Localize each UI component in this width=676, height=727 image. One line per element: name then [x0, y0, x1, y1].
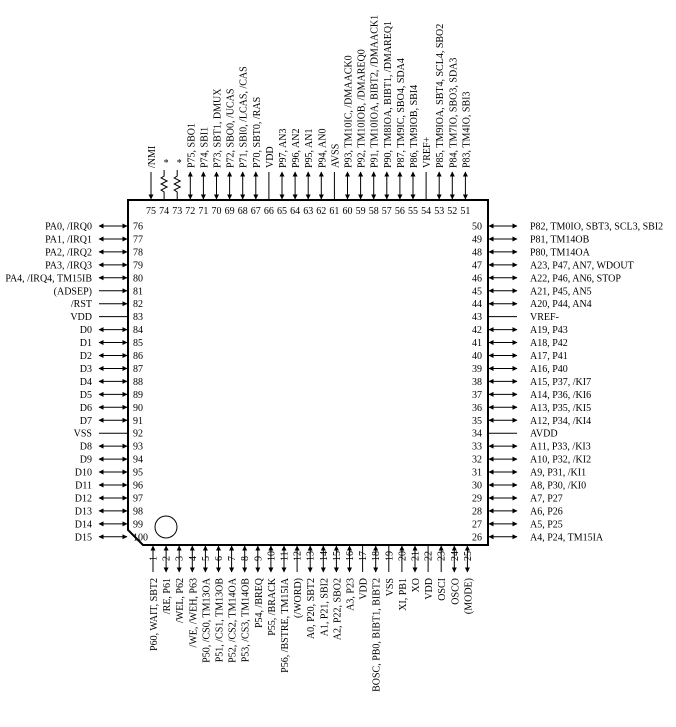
right-pin-35-a12-p34-ki4-label: A12, P34, /KI4 — [530, 415, 592, 427]
right-pin-28-a6-p26-number: 28 — [472, 506, 482, 518]
bottom-pin-19-vss-label: VSS — [384, 578, 396, 597]
left-pin-85-d1-number: 85 — [133, 338, 143, 350]
top-pin-67-p70-sbt0-ras-label: P70, SBT0, /RAS — [251, 96, 263, 168]
top-pin-63-p95-an1-label: P95, AN1 — [304, 128, 316, 168]
bottom-pin-23-osci-label: OSCI — [437, 578, 449, 601]
bottom-pin-11-p56-bstre-tm15ia-label: P56, /BSTRE, TM15IA — [280, 578, 291, 673]
bottom-pin-15-a2-p22-sbo2-label: A2, P22, SBO2 — [332, 578, 344, 641]
bottom-pin-6-p51-cs1-tm13ob-label: P51, /CS1, TM13OB — [214, 578, 226, 663]
bottom-pin-22-vdd-number: 22 — [423, 551, 435, 561]
left-pin-100-d15-label: D15 — [74, 532, 92, 544]
right-pin-31-a9-p31-ki1-label: A9, P31, /KI1 — [530, 467, 587, 479]
left-pin-93-d8-label: D8 — [79, 441, 92, 453]
right-pin-42-a19-p43-label: A19, P43 — [530, 325, 568, 337]
bottom-pin-5-p50-cs0-tm13oa-label: P50, /CS0, TM13OA — [201, 578, 213, 663]
right-pin-28-a6-p26-label: A6, P26 — [530, 506, 563, 518]
left-pin-81-adsep-number: 81 — [133, 286, 143, 298]
right-pin-47-a23-p47-an7-wdout-number: 47 — [472, 260, 482, 272]
bottom-pin-18-bosc-pb0-bibt1-bibt2-label: BOSC, PB0, BIBT1, BIBT2 — [371, 578, 383, 692]
pin-73-resistor-icon — [174, 170, 180, 200]
left-pin-90-d6-label: D6 — [79, 402, 92, 414]
left-pin-85-d1-label: D1 — [79, 338, 92, 350]
right-pin-44-a20-p44-an4-label: A20, P44, AN4 — [530, 299, 592, 311]
left-pin-87-d3-label: D3 — [79, 363, 92, 375]
left-pin-80-pa4-irq4-tm15ib-number: 80 — [133, 273, 143, 285]
bottom-pin-20-xi-pb1-label: XI, PB1 — [397, 578, 409, 611]
top-pin-66-vdd-label: VDD — [264, 146, 276, 168]
bottom-pin-14-a1-p21-sbi2-label: A1, P21, SBI2 — [319, 578, 331, 637]
top-pin-58-p91-tm10ioa-bibt2-dmaack1-number: 58 — [368, 206, 379, 217]
bottom-pin-15-a2-p22-sbo2-number: 15 — [331, 551, 343, 561]
left-pin-99-d14-label: D14 — [74, 519, 92, 531]
top-pin-67-p70-sbt0-ras-number: 67 — [250, 206, 261, 217]
bottom-pin-3-wel-p62-number: 3 — [174, 556, 186, 561]
left-pin-94-d9-label: D9 — [79, 454, 92, 466]
left-pin-96-d11-number: 96 — [133, 480, 143, 492]
right-pin-42-a19-p43-number: 42 — [472, 325, 482, 337]
bottom-pin-12-word-label: (/WORD) — [293, 578, 305, 618]
left-pin-80-pa4-irq4-tm15ib-label: PA4, /IRQ4, TM15IB — [5, 273, 92, 285]
top-pin-53-p85-tm9ioa-sbt4-scl4-sbo2-number: 53 — [434, 206, 445, 217]
bottom-pin-7-p52-cs2-tm14oa-number: 7 — [227, 556, 239, 561]
pin-74-resistor-icon — [161, 170, 167, 200]
top-pin-72-p75-sbo1-label: P75, SBO1 — [186, 122, 198, 168]
top-pin-64-p96-an2-number: 64 — [290, 206, 301, 217]
bottom-pin-1-p60-wait-sbt2-label: P60, WAIT, SBT2 — [149, 578, 160, 651]
top-pin-51-p83-tm4io-sbi3-label: P83, TM4IO, SBI3 — [461, 91, 473, 168]
bottom-pin-20-xi-pb1-number: 20 — [397, 551, 409, 561]
right-pin-27-a5-p25-label: A5, P25 — [530, 519, 563, 531]
bottom-pin-5-p50-cs0-tm13oa-number: 5 — [200, 556, 212, 561]
right-pin-26-a4-p24-tm15ia-number: 26 — [472, 532, 482, 544]
left-pin-84-d0-label: D0 — [79, 325, 92, 337]
right-pin-30-a8-p30-ki0-label: A8, P30, /KI0 — [530, 480, 587, 492]
top-pin-73--number: 73 — [172, 206, 183, 217]
bottom-pin-4-we-weh-p63-label: /WE, /WEH, P63 — [188, 578, 200, 648]
right-pin-40-a17-p41-label: A17, P41 — [530, 351, 568, 362]
top-pin-63-p95-an1-number: 63 — [303, 206, 314, 217]
top-pin-72-p75-sbo1-number: 72 — [185, 206, 196, 217]
left-pin-76-pa0-irq0-number: 76 — [133, 221, 143, 233]
bottom-pin-8-p53-cs3-tm14ob-label: P53, /CS3, TM14OB — [240, 578, 252, 663]
bottom-pin-3-wel-p62-label: /WEL, P62 — [175, 578, 187, 623]
right-pin-29-a7-p27-number: 29 — [472, 493, 482, 505]
right-pin-43-vref-number: 43 — [472, 312, 482, 324]
right-pin-49-p81-tm14ob-label: P81, TM14OB — [530, 234, 590, 246]
right-pin-33-a11-p33-ki3-number: 33 — [472, 441, 482, 453]
left-pin-78-pa2-irq2-number: 78 — [133, 247, 143, 259]
left-pin-90-d6-number: 90 — [133, 402, 143, 414]
left-pin-86-d2-label: D2 — [79, 351, 92, 362]
top-pin-70-p73-sbt1-dmux-number: 70 — [211, 206, 222, 217]
bottom-pin-17-vdd-number: 17 — [358, 551, 370, 561]
top-pin-56-p87-tm9ic-sbo4-sda4-number: 56 — [394, 206, 405, 217]
top-pin-74--label: * — [163, 158, 169, 169]
left-pin-92-vss-number: 92 — [133, 428, 143, 440]
top-pin-62-p94-an0-number: 62 — [316, 206, 327, 217]
top-pin-68-p71-sbi0-lcas-cas-number: 68 — [237, 206, 248, 217]
left-pin-81-adsep-label: (ADSEP) — [53, 286, 92, 298]
top-pin-69-p72-sbo0-ucas-label: P72, SBO0, /UCAS — [225, 88, 237, 168]
bottom-pin-25-mode-number: 25 — [462, 551, 474, 561]
right-pin-50-p82-tm0io-sbt3-scl3-sbi2-label: P82, TM0IO, SBT3, SCL3, SBI2 — [530, 221, 664, 233]
left-pin-92-vss-label: VSS — [73, 428, 92, 440]
bottom-pin-4-we-weh-p63-number: 4 — [187, 556, 199, 561]
top-pins — [146, 15, 472, 217]
top-pin-65-p97-an3-number: 65 — [277, 206, 287, 217]
right-pins — [472, 222, 663, 544]
left-pin-79-pa3-irq3-label: PA3, /IRQ3 — [45, 260, 92, 272]
right-pin-30-a8-p30-ki0-number: 30 — [472, 480, 482, 492]
right-pin-39-a16-p40-number: 39 — [472, 363, 482, 375]
bottom-pin-25-mode-label: (MODE) — [463, 578, 475, 615]
left-pin-79-pa3-irq3-number: 79 — [133, 260, 143, 272]
left-pin-89-d5-number: 89 — [133, 389, 143, 401]
bottom-pin-2-re-p61-number: 2 — [161, 556, 173, 561]
right-pin-38-a15-p37-ki7-number: 38 — [472, 376, 482, 388]
left-pin-95-d10-label: D10 — [74, 467, 92, 479]
bottom-pin-7-p52-cs2-tm14oa-label: P52, /CS2, TM14OA — [227, 578, 239, 663]
top-pin-61-avss-number: 61 — [329, 206, 340, 217]
top-pin-62-p94-an0-label: P94, AN0 — [317, 128, 329, 168]
bottom-pin-1-p60-wait-sbt2-number: 1 — [148, 556, 160, 561]
bottom-pin-13-a0-p20-sbt2-number: 13 — [305, 551, 317, 561]
right-pin-34-avdd-label: AVDD — [530, 428, 558, 440]
top-pin-75-nmi-label: /NMI — [147, 145, 158, 168]
top-pin-60-p93-tm10ic-dmaack0-label: P93, TM10IC, /DMAACK0 — [343, 55, 355, 168]
right-pin-41-a18-p42-label: A18, P42 — [530, 338, 568, 350]
left-pin-91-d7-number: 91 — [133, 415, 143, 427]
right-pin-39-a16-p40-label: A16, P40 — [530, 363, 568, 375]
left-pin-82-rst-label: /RST — [70, 299, 92, 311]
left-pin-91-d7-label: D7 — [79, 415, 92, 427]
top-pin-61-avss-label: AVSS — [330, 143, 342, 168]
left-pin-98-d13-number: 98 — [133, 506, 143, 518]
bottom-pin-14-a1-p21-sbi2-number: 14 — [318, 551, 330, 561]
left-pin-88-d4-label: D4 — [79, 376, 92, 388]
top-pin-55-p86-tm9iob-sbi4-number: 55 — [408, 206, 418, 217]
top-pin-57-p90-tm8ioa-bibt1-dmareq1-number: 57 — [381, 206, 392, 217]
left-pin-86-d2-number: 86 — [133, 351, 143, 362]
top-pin-65-p97-an3-label: P97, AN3 — [278, 128, 289, 168]
right-pin-37-a14-p36-ki6-number: 37 — [472, 389, 482, 401]
right-pin-26-a4-p24-tm15ia-label: A4, P24, TM15IA — [530, 532, 604, 544]
right-pin-46-a22-p46-an6-stop-label: A22, P46, AN6, STOP — [530, 273, 621, 285]
right-pin-31-a9-p31-ki1-number: 31 — [472, 467, 482, 479]
bottom-pin-12-word-number: 12 — [292, 551, 304, 561]
bottom-pin-13-a0-p20-sbt2-label: A0, P20, SBT2 — [306, 578, 318, 640]
top-pin-52-p84-tm7io-sbo3-sda3-number: 52 — [447, 206, 458, 217]
top-pin-54-vref-label: VREF+ — [422, 136, 434, 168]
right-pin-27-a5-p25-number: 27 — [472, 519, 482, 531]
bottom-pin-23-osci-number: 23 — [436, 551, 448, 561]
left-pin-76-pa0-irq0-label: PA0, /IRQ0 — [45, 221, 92, 233]
left-pin-94-d9-number: 94 — [133, 454, 143, 466]
left-pin-77-pa1-irq1-number: 77 — [133, 234, 143, 246]
left-pin-89-d5-label: D5 — [79, 389, 92, 401]
right-pin-33-a11-p33-ki3-label: A11, P33, /KI3 — [530, 441, 591, 453]
bottom-pin-6-p51-cs1-tm13ob-number: 6 — [214, 556, 225, 561]
top-pin-73--label: * — [176, 158, 182, 169]
bottom-pin-16-a3-p23-number: 16 — [345, 551, 356, 561]
top-pin-53-p85-tm9ioa-sbt4-scl4-sbo2-label: P85, TM9IOA, SBT4, SCL4, SBO2 — [435, 23, 447, 168]
top-pin-71-p74-sbi1-number: 71 — [198, 206, 209, 217]
left-pin-95-d10-number: 95 — [133, 467, 143, 479]
right-pin-37-a14-p36-ki6-label: A14, P36, /KI6 — [530, 389, 592, 401]
chip-body — [128, 200, 488, 545]
right-pin-45-a21-p45-an5-label: A21, P45, AN5 — [530, 286, 592, 298]
top-pin-69-p72-sbo0-ucas-number: 69 — [224, 206, 235, 217]
top-pin-70-p73-sbt1-dmux-label: P73, SBT1, DMUX — [212, 88, 224, 168]
top-pin-59-p92-tm10iob-dmareq0-label: P92, TM10IOB, /DMAREQ0 — [356, 49, 368, 168]
bottom-pin-17-vdd-label: VDD — [358, 578, 370, 600]
left-pin-87-d3-number: 87 — [133, 363, 143, 375]
top-pin-74--number: 74 — [159, 206, 170, 217]
bottom-pin-9-p54-breq-label: P54, /BREQ — [253, 578, 265, 629]
pin1-marker-dot — [155, 516, 177, 538]
bottom-pin-10-p55-brack-number: 10 — [266, 551, 278, 561]
top-pin-52-p84-tm7io-sbo3-sda3-label: P84, TM7IO, SBO3, SDA3 — [448, 57, 460, 168]
left-pin-99-d14-number: 99 — [133, 519, 143, 531]
top-pin-66-vdd-number: 66 — [263, 206, 274, 217]
right-pin-38-a15-p37-ki7-label: A15, P37, /KI7 — [530, 376, 592, 388]
left-pin-96-d11-label: D11 — [75, 480, 92, 492]
right-pin-32-a10-p32-ki2-label: A10, P32, /KI2 — [530, 454, 592, 466]
right-pin-35-a12-p34-ki4-number: 35 — [472, 415, 482, 427]
bottom-pin-18-bosc-pb0-bibt1-bibt2-number: 18 — [371, 551, 383, 561]
left-pin-78-pa2-irq2-label: PA2, /IRQ2 — [45, 247, 92, 259]
left-pin-97-d12-label: D12 — [74, 493, 92, 505]
right-pin-34-avdd-number: 34 — [472, 428, 482, 440]
left-pin-83-vdd-label: VDD — [70, 312, 92, 324]
right-pin-45-a21-p45-an5-number: 45 — [472, 286, 482, 298]
right-pin-43-vref-label: VREF- — [530, 312, 559, 324]
right-pin-44-a20-p44-an4-number: 44 — [472, 299, 482, 311]
right-pin-32-a10-p32-ki2-number: 32 — [472, 454, 482, 466]
top-pin-55-p86-tm9iob-sbi4-label: P86, TM9IOB, SBI4 — [409, 84, 420, 168]
top-pin-75-nmi-number: 75 — [146, 206, 156, 217]
right-pin-29-a7-p27-label: A7, P27 — [530, 493, 563, 505]
top-pin-51-p83-tm4io-sbi3-number: 51 — [460, 206, 471, 217]
top-pin-71-p74-sbi1-label: P74, SBI1 — [199, 126, 211, 168]
top-pin-59-p92-tm10iob-dmareq0-number: 59 — [355, 206, 366, 217]
left-pin-88-d4-number: 88 — [133, 376, 143, 388]
right-pin-41-a18-p42-number: 41 — [472, 338, 482, 350]
top-pin-54-vref-number: 54 — [421, 206, 432, 217]
top-pin-68-p71-sbi0-lcas-cas-label: P71, SBI0, /LCAS, /CAS — [238, 66, 250, 168]
right-pin-40-a17-p41-number: 40 — [472, 351, 482, 362]
bottom-pins — [149, 546, 475, 692]
right-pin-48-p80-tm14oa-label: P80, TM14OA — [530, 247, 590, 259]
bottom-pin-21-xo-label: XO — [411, 578, 422, 593]
right-pin-49-p81-tm14ob-number: 49 — [472, 234, 482, 246]
bottom-pin-16-a3-p23-label: A3, P23 — [345, 578, 357, 611]
left-pin-83-vdd-number: 83 — [133, 312, 143, 324]
left-pin-98-d13-label: D13 — [74, 506, 92, 518]
top-pin-60-p93-tm10ic-dmaack0-number: 60 — [342, 206, 353, 217]
left-pin-82-rst-number: 82 — [133, 299, 143, 311]
left-pin-93-d8-number: 93 — [133, 441, 143, 453]
left-pin-84-d0-number: 84 — [133, 325, 143, 337]
bottom-pin-24-osco-label: OSCO — [450, 578, 462, 605]
top-pin-64-p96-an2-label: P96, AN2 — [291, 128, 303, 168]
bottom-pin-9-p54-breq-number: 9 — [253, 556, 265, 561]
left-pin-97-d12-number: 97 — [133, 493, 143, 505]
bottom-pin-8-p53-cs3-tm14ob-number: 8 — [240, 556, 252, 561]
bottom-pin-2-re-p61-label: /RE, P61 — [162, 578, 174, 615]
bottom-pin-24-osco-number: 24 — [449, 551, 461, 561]
bottom-pin-11-p56-bstre-tm15ia-number: 11 — [279, 551, 291, 561]
bottom-pin-21-xo-number: 21 — [410, 551, 422, 561]
top-pin-56-p87-tm9ic-sbo4-sda4-label: P87, TM9IC, SBO4, SDA4 — [395, 58, 407, 168]
left-pins — [5, 222, 148, 544]
top-pin-57-p90-tm8ioa-bibt1-dmareq1-label: P90, TM8IOA, BIBT1, /DMAREQ1 — [382, 20, 394, 168]
bottom-pin-19-vss-number: 19 — [384, 551, 396, 561]
left-pin-100-d15-number: 100 — [133, 532, 148, 544]
bottom-pin-10-p55-brack-label: P55, /BRACK — [266, 578, 278, 636]
right-pin-36-a13-p35-ki5-number: 36 — [472, 402, 482, 414]
right-pin-47-a23-p47-an7-wdout-label: A23, P47, AN7, WDOUT — [530, 260, 634, 272]
right-pin-36-a13-p35-ki5-label: A13, P35, /KI5 — [530, 402, 592, 414]
right-pin-46-a22-p46-an6-stop-number: 46 — [472, 273, 482, 285]
right-pin-48-p80-tm14oa-number: 48 — [472, 247, 482, 259]
left-pin-77-pa1-irq1-label: PA1, /IRQ1 — [45, 234, 92, 246]
right-pin-50-p82-tm0io-sbt3-scl3-sbi2-number: 50 — [472, 221, 482, 233]
bottom-pin-22-vdd-label: VDD — [424, 578, 436, 600]
top-pin-58-p91-tm10ioa-bibt2-dmaack1-label: P91, TM10IOA, BIBT2, /DMAACK1 — [369, 14, 381, 168]
